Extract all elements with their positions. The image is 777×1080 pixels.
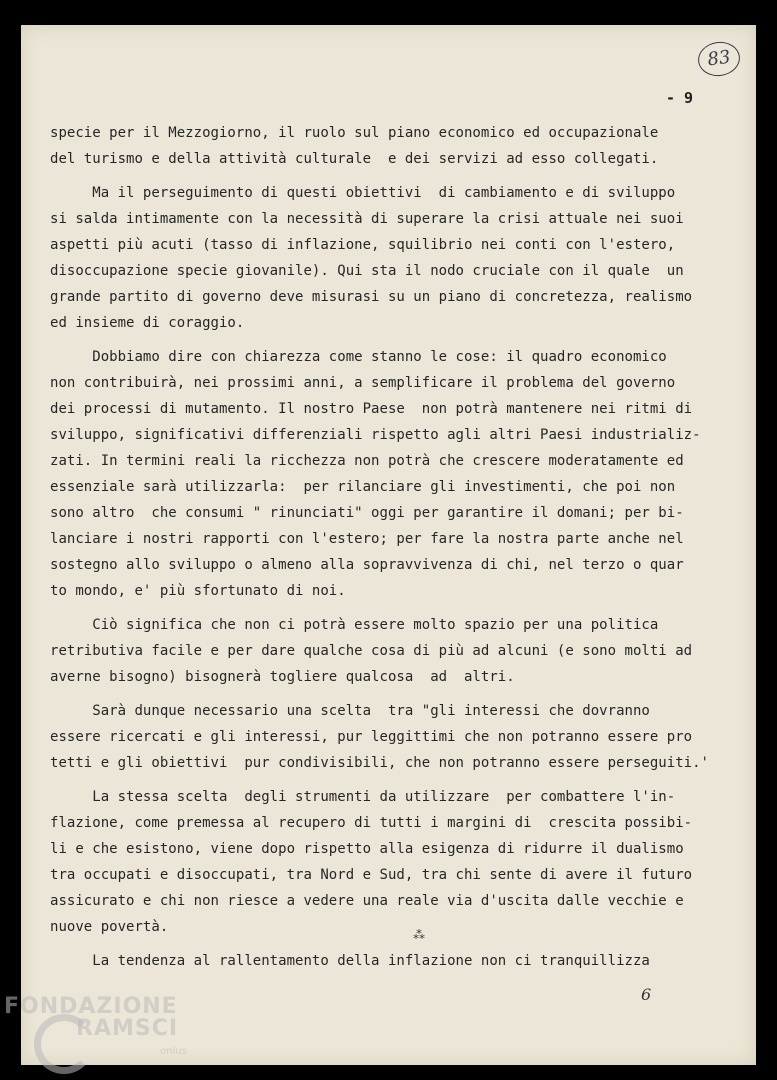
text-line: Ma il perseguimento di questi obiettivi di cambiamento e di sviluppo bbox=[50, 185, 676, 201]
typewritten-body bbox=[50, 120, 750, 974]
text-line: non contribuirà, nei prossimi anni, a semplificare il problema del governo bbox=[50, 375, 676, 391]
watermark-line3: onlus bbox=[160, 1046, 187, 1057]
text-line: sostegno allo sviluppo o almeno alla sopravvivenza di chi, nel terzo o quar bbox=[50, 557, 684, 573]
text-line: to mondo, e' più sfortunato di noi. bbox=[50, 583, 346, 599]
text-line: li e che esistono, viene dopo rispetto alla esigenza di ridurre il dualismo bbox=[50, 841, 684, 857]
text-line: specie per il Mezzogiorno, il ruolo sul piano economico ed occupazionale bbox=[50, 125, 659, 141]
paragraph-gap bbox=[50, 940, 750, 948]
text-line: La stessa scelta degli strumenti da utilizzare per combattere l'in- bbox=[50, 789, 676, 805]
text-line: lanciare i nostri rapporti con l'estero; per fare la nostra parte anche nel bbox=[50, 531, 684, 547]
paragraph bbox=[50, 180, 750, 336]
paragraph bbox=[50, 948, 750, 974]
text-line: Dobbiamo dire con chiarezza come stanno le cose: il quadro economico bbox=[50, 349, 667, 365]
text-line: grande partito di governo deve misurasi su un piano di concretezza, realismo bbox=[50, 289, 693, 305]
paragraph bbox=[50, 120, 750, 172]
text-line: La tendenza al rallentamento della inflazione non ci tranquillizza bbox=[50, 953, 650, 969]
handwritten-mark: 6 bbox=[641, 985, 652, 1004]
text-line: dei processi di mutamento. Il nostro Paese non potrà mantenere nei ritmi di bbox=[50, 401, 693, 417]
text-line: assicurato e chi non riesce a vedere una reale via d'uscita dalle vecchie e bbox=[50, 893, 684, 909]
text-line: averne bisogno) bisognerà togliere qualcosa ad altri. bbox=[50, 669, 515, 685]
paragraph bbox=[50, 784, 750, 940]
paragraph bbox=[50, 344, 750, 604]
text-line: sviluppo, significativi differenziali rispetto agli altri Paesi industrializ- bbox=[50, 427, 701, 443]
paragraph-gap bbox=[50, 604, 750, 612]
page-number: - 9 bbox=[666, 89, 694, 107]
text-line: aspetti più acuti (tasso di inflazione, squilibrio nei conti con l'estero, bbox=[50, 237, 676, 253]
text-line: si salda intimamente con la necessità di superare la crisi attuale nei suoi bbox=[50, 211, 684, 227]
document-page bbox=[21, 25, 756, 1065]
text-line: nuove povertà. bbox=[50, 919, 169, 935]
text-line: disoccupazione specie giovanile). Qui sta il nodo cruciale con il quale un bbox=[50, 263, 684, 279]
text-line: flazione, come premessa al recupero di tutti i margini di crescita possibi- bbox=[50, 815, 693, 831]
text-line: ed insieme di coraggio. bbox=[50, 315, 245, 331]
text-line: Ciò significa che non ci potrà essere molto spazio per una politica bbox=[50, 617, 659, 633]
paragraph-gap bbox=[50, 776, 750, 784]
text-line: tetti e gli obiettivi pur condivisibili, che non potranno essere perseguiti.' bbox=[50, 755, 709, 771]
paragraph-gap bbox=[50, 172, 750, 180]
pen-mark: ⁂ bbox=[413, 928, 425, 942]
text-line: tra occupati e disoccupati, tra Nord e Sud, tra chi sente di avere il futuro bbox=[50, 867, 693, 883]
text-line: retributiva facile e per dare qualche cosa di più ad alcuni (e sono molti ad bbox=[50, 643, 693, 659]
fondazione-gramsci-watermark bbox=[0, 994, 200, 1080]
paragraph bbox=[50, 612, 750, 690]
text-line: sono altro che consumi " rinunciati" oggi per garantire il domani; per bi- bbox=[50, 505, 684, 521]
watermark-line2: RAMSCI bbox=[76, 1016, 179, 1041]
archive-stamp: 83 bbox=[696, 39, 742, 79]
paragraph-gap bbox=[50, 336, 750, 344]
text-line: del turismo e della attività culturale e dei servizi ad esso collegati. bbox=[50, 151, 659, 167]
watermark-line1: FONDAZIONE bbox=[4, 994, 178, 1019]
text-line: Sarà dunque necessario una scelta tra "gli interessi che dovranno bbox=[50, 703, 650, 719]
text-line: essenziale sarà utilizzarla: per rilanciare gli investimenti, che poi non bbox=[50, 479, 676, 495]
paragraph-gap bbox=[50, 690, 750, 698]
text-line: zati. In termini reali la ricchezza non potrà che crescere moderatamente ed bbox=[50, 453, 684, 469]
paragraph bbox=[50, 698, 750, 776]
text-line: essere ricercati e gli interessi, pur leggittimi che non potranno essere pro bbox=[50, 729, 693, 745]
